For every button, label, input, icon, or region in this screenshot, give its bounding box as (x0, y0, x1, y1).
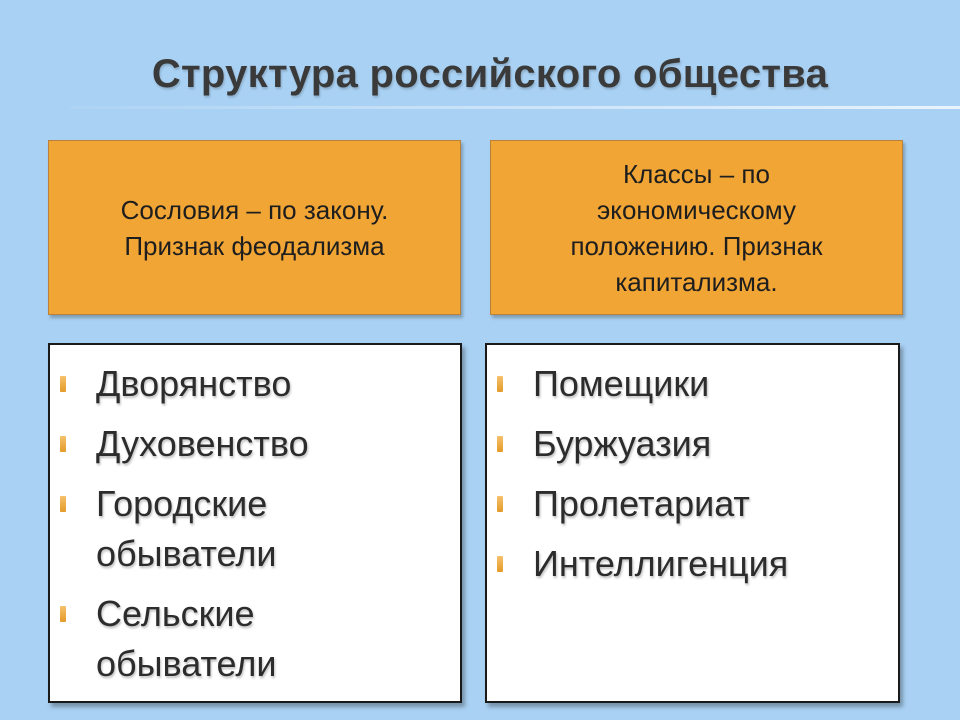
bullet-icon (60, 436, 66, 452)
list-item-text: Интеллигенция (533, 543, 789, 584)
list-item (487, 479, 898, 529)
bullet-icon (497, 556, 503, 572)
estates-list (50, 359, 460, 699)
list-item-text: Помещики (533, 363, 710, 404)
list-item (487, 539, 898, 589)
list-item (50, 359, 460, 409)
title-underline (70, 106, 960, 109)
slide-title: Структура российского общества (151, 52, 829, 96)
bullet-icon (497, 496, 503, 512)
list-item (50, 419, 460, 469)
list-item-text: Буржуазия (533, 423, 712, 464)
classes-header-box (490, 140, 903, 315)
list-item (487, 359, 898, 409)
estates-header-text: Сословия – по закону. Признак феодализма (120, 194, 389, 261)
list-item (50, 479, 460, 579)
list-item-text: Пролетариат (533, 483, 750, 524)
list-item-text: Духовенство (96, 423, 309, 464)
bullet-icon (497, 376, 503, 392)
list-item-text: Дворянство (96, 363, 292, 404)
classes-list-box (485, 343, 900, 703)
list-item (487, 419, 898, 469)
bullet-icon (60, 496, 66, 512)
bullet-icon (497, 436, 503, 452)
classes-header-text: Классы – по экономическому положению. Признак капитализма. (570, 158, 823, 297)
bullet-icon (60, 376, 66, 392)
bullet-icon (60, 606, 66, 622)
classes-list (487, 359, 898, 599)
list-item-text: Сельские обыватели (96, 593, 277, 684)
list-item (50, 589, 460, 689)
estates-header-box (48, 140, 461, 315)
estates-list-box (48, 343, 462, 703)
list-item-text: Городские обыватели (96, 483, 277, 574)
